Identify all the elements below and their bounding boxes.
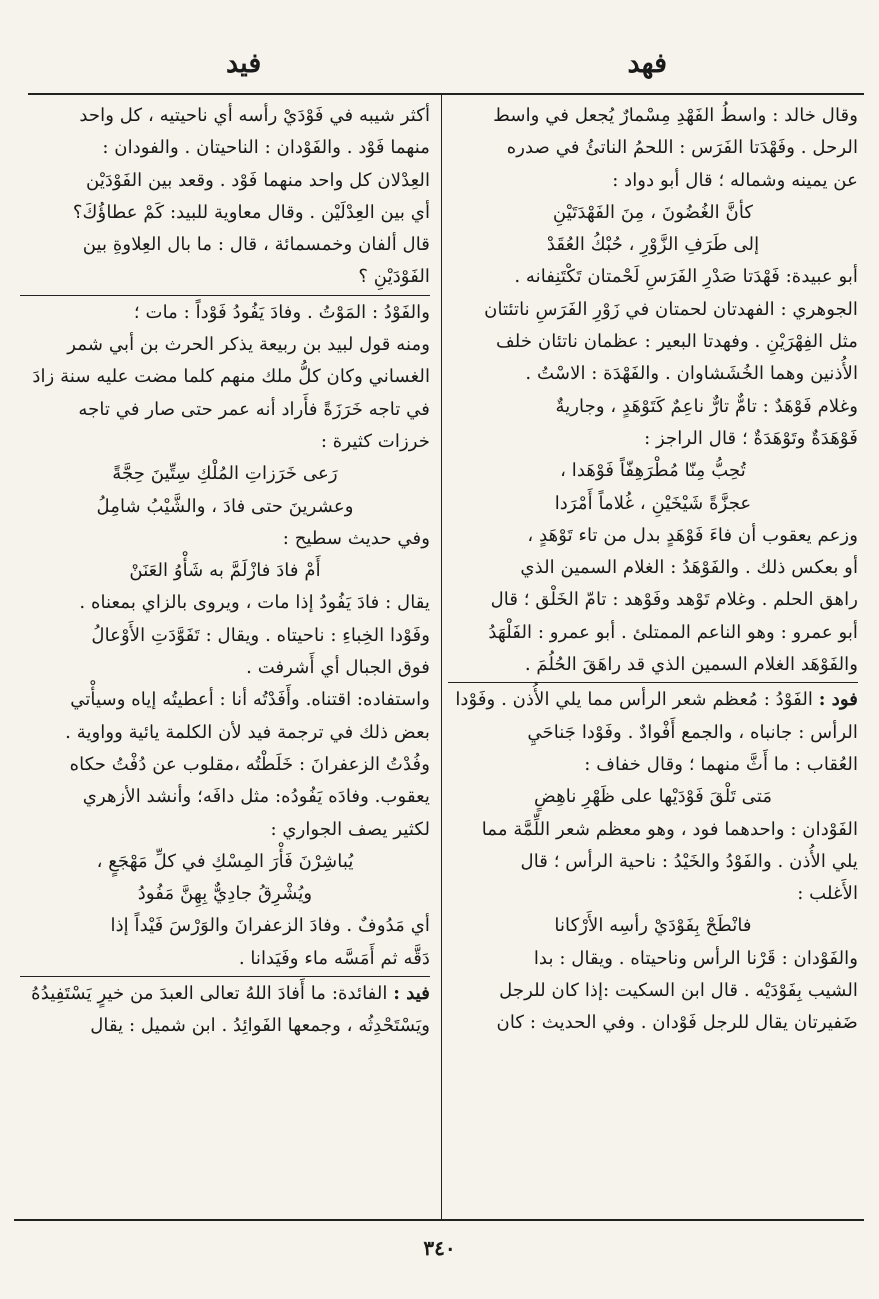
- text-line: أي بين العِدْلَيْن . وقال معاوية للبيد: كَمْ عطاؤُكَ؟: [72, 201, 430, 223]
- text-line: عن يمينه وشماله ؛ قال أبو دواد :: [612, 169, 858, 191]
- text-line: الأُذنين وهما الخُشَشاوان . والفَهْدَة : الاسْتُ .: [525, 363, 858, 385]
- text-line: في تاجه خَرَزَةً فأَراد أنه عمر حتى صار في تاجه: [78, 398, 430, 420]
- text-line: بعض ذلك في ترجمة فيد لأن الكلمة يائية وواوية .: [65, 721, 430, 743]
- text-line: أبو عبيدة: فَهْدَتا صَدْرِ الفَرَسِ لَحْمتان تَكْتَنِفانه .: [514, 266, 858, 288]
- verse-line: فانْطَحْ بِفَوْدَيْ رأسِه الأَرْكانا: [554, 915, 752, 937]
- text-line: أو بعكس ذلك . والفَوْهَدُ : الغلام السمين الذي: [520, 557, 858, 579]
- verse-line: ويُشْرِقُ جادِيٌّ بِهِنَّ مَفُودُ: [137, 883, 313, 905]
- text-line: الفَوْدَيْنِ ؟: [358, 266, 430, 288]
- text-line: والفَوْدُ : المَوْتُ . وفادَ يَفُودُ فَوْداً : مات ؛: [133, 301, 430, 323]
- text-line: خرزات كثيرة :: [320, 430, 430, 452]
- text-line: وغلام فَوْهَدٌ : تامٌّ تارٌّ ناعِمٌ كَتَوْهَدٍ ، وجاريةٌ: [555, 395, 858, 417]
- header-rule: [28, 93, 864, 95]
- column-divider: [441, 95, 442, 1219]
- text-line: راهق الحلم . وغلام تَوْهد وفَوْهد : تامّ الخَلْق ؛ قال: [490, 589, 858, 611]
- text-line: ويَسْتَحْدِثُه ، وجمعها الفَوائِدُ . ابن شميل : يقال: [90, 1015, 430, 1037]
- entry-separator: [20, 976, 430, 977]
- header-right-guide-word: فهد: [627, 48, 667, 79]
- text-line: منهما فَوْد . والفَوْدان : الناحيتان . والفودان :: [102, 137, 430, 159]
- text-line: العِدْلان كل واحد منهما فَوْد . وقعد بين الفَوْدَيْن: [86, 169, 430, 191]
- entry-headword: فيد :: [393, 983, 430, 1005]
- verse-line: رَعى خَرَزاتِ المُلْكِ سِتِّينَ حِجَّةً: [112, 463, 338, 485]
- text-line: الفَوْدُ : مُعظم شعر الرأس مما يلي الأُذن . وفَوْدا: [455, 689, 819, 711]
- text-line: والفَوْدان : قَرْنا الرأس وناحيتاه . ويقال : بدا: [533, 947, 858, 969]
- text-line: العُقاب : ما أَثَّ منهما ؛ وقال خفاف :: [584, 753, 858, 775]
- text-line: يلي الأُذن . والفَوْدُ والخَيْدُ : ناحية الرأس ؛ قال: [520, 850, 858, 872]
- text-line: أي مَدُوفٌ . وفادَ الزعفرانَ والوَرْسَ فَيْداً إذا: [110, 915, 430, 937]
- text-line: أبو عمرو : وهو الناعم الممتلئ . أبو عمرو : الفَلْهَدُ: [488, 621, 858, 643]
- text-line: الرأس : جانباه ، والجمع أَفْوادٌ . وفَوْدا جَناحَيِ: [527, 721, 858, 743]
- header-left-guide-word: فيد: [226, 48, 262, 79]
- entry-line: [448, 684, 858, 716]
- text-line: وفَوْدا الخِباءِ : ناحيتاه . ويقال : تَفَوَّدَتِ الأَوْعالُ: [91, 624, 430, 646]
- text-line: مثل الفِهْرَيْنِ . وفهدتا البعير : عظمان ناتئان خلف: [495, 331, 858, 353]
- page-number: ٣٤٠: [423, 1236, 456, 1260]
- text-line: الفَوْدان : واحدهما فود ، وهو معظم شعر اللِّمَّة مما: [481, 818, 858, 840]
- footer-rule: [14, 1219, 864, 1221]
- text-line: فوق الجبال أي أَشرفت .: [246, 657, 430, 679]
- text-line: قال ألفان وخمسمائة ، قال : ما بال العِلاوةِ بين: [82, 234, 430, 256]
- text-line: الرحل . وفَهْدَتا الفَرَس : اللحمُ الناتئُ في صدره: [506, 137, 858, 159]
- text-line: أكثر شيبه في فَوْدَيْ رأسه أي ناحيتيه ، كل واحد: [79, 105, 430, 126]
- entry-line: [20, 978, 430, 1010]
- verse-line: مَتى تَلْقَ فَوْدَيْها على ظَهْرِ ناهِضٍ: [533, 786, 773, 808]
- verse-line: إلى طَرَفِ الزَّوْرِ ، حُبْكُ العُقَدْ: [546, 234, 760, 256]
- page-header: [0, 42, 879, 82]
- text-line: الأَغلب :: [797, 883, 858, 905]
- text-line: والفَوْهَد الغلام السمين الذي قد راهَقَ الحُلُمَ .: [524, 654, 858, 676]
- text-line: فَوْهَدَةٌ وتَوْهَدَةٌ ؛ قال الراجز :: [644, 427, 858, 449]
- text-line: لكثير يصف الجواري :: [270, 818, 430, 840]
- text-line: الفائدة: ما أَفادَ اللهُ تعالى العبدَ من خيرٍ يَسْتَفِيدُهُ: [31, 983, 394, 1005]
- right-column: [448, 100, 858, 1040]
- text-line: وقال خالد : واسطُ الفَهْدِ مِسْمارٌ يُجعل في واسط: [493, 105, 858, 126]
- verse-line: يُباشِرْنَ فَأْرَ المِسْكِ في كلِّ مَهْجَعٍ ،: [96, 850, 354, 872]
- entry-headword: فود :: [818, 689, 858, 711]
- text-line: الشيب بِفَوْدَيْه . قال ابن السكيت :إذا كان للرجل: [499, 980, 858, 1002]
- verse-line: عجزَّةً شَيْخَيْنِ ، غُلاماً أَمْرَدا: [554, 492, 752, 514]
- text-line: يقال : فادَ يَفُودُ إذا مات ، ويروى بالزاي بمعناه .: [79, 592, 430, 614]
- verse-line: وعشرينَ حتى فادَ ، والشَّيْبُ شامِلُ: [96, 495, 354, 517]
- entry-separator: [20, 295, 430, 296]
- text-line: الغساني وكان كلُّ ملك منهم كلما مضت عليه سنة زادَ: [32, 366, 430, 388]
- text-line: الجوهري : الفهدتان لحمتان في زَوْرِ الفَرَسِ ناتئتان: [484, 298, 858, 320]
- text-line: دَقَّه ثم أَمَسَّه ماء وفَيَدانا .: [238, 947, 430, 969]
- text-line: وفي حديث سطيح :: [282, 527, 430, 549]
- text-line: واستفاده: اقتناه. وأَفَدْتُه أنا : أعطيتُه إياه وسيأْتي: [70, 689, 430, 711]
- text-line: وزعم يعقوب أن فاءَ فَوْهَدٍ بدل من تاء تَوْهَدٍ ،: [527, 524, 858, 546]
- text-line: وفُدْتُ الزعفرانَ : خَلَطْتُه ،مقلوب عن دُفْتُ حكاه: [69, 753, 430, 775]
- verse-line: كأنَّ الغُضُونَ ، مِنَ الفَهْدَتَيْنِ: [552, 201, 754, 223]
- text-line: ضَفيرتان يقال للرجل فَوْدان . وفي الحديث : كان: [496, 1012, 858, 1034]
- text-line: يعقوب. وفادَه يَفُودُه: مثل دافَه؛ وأنشد الأزهري: [82, 786, 430, 808]
- entry-separator: [448, 682, 858, 683]
- left-column: [20, 100, 430, 1043]
- verse-line: تُحِبُّ مِنّا مُطْرَهِفّاً فَوْهَدا ،: [560, 460, 746, 482]
- verse-line: أَمْ فادَ فازْلَمَّ به شَأْوُ العَنَنْ: [129, 560, 321, 582]
- text-line: ومنه قول لبيد بن ربيعة يذكر الحرث بن أبي شمر: [67, 334, 430, 356]
